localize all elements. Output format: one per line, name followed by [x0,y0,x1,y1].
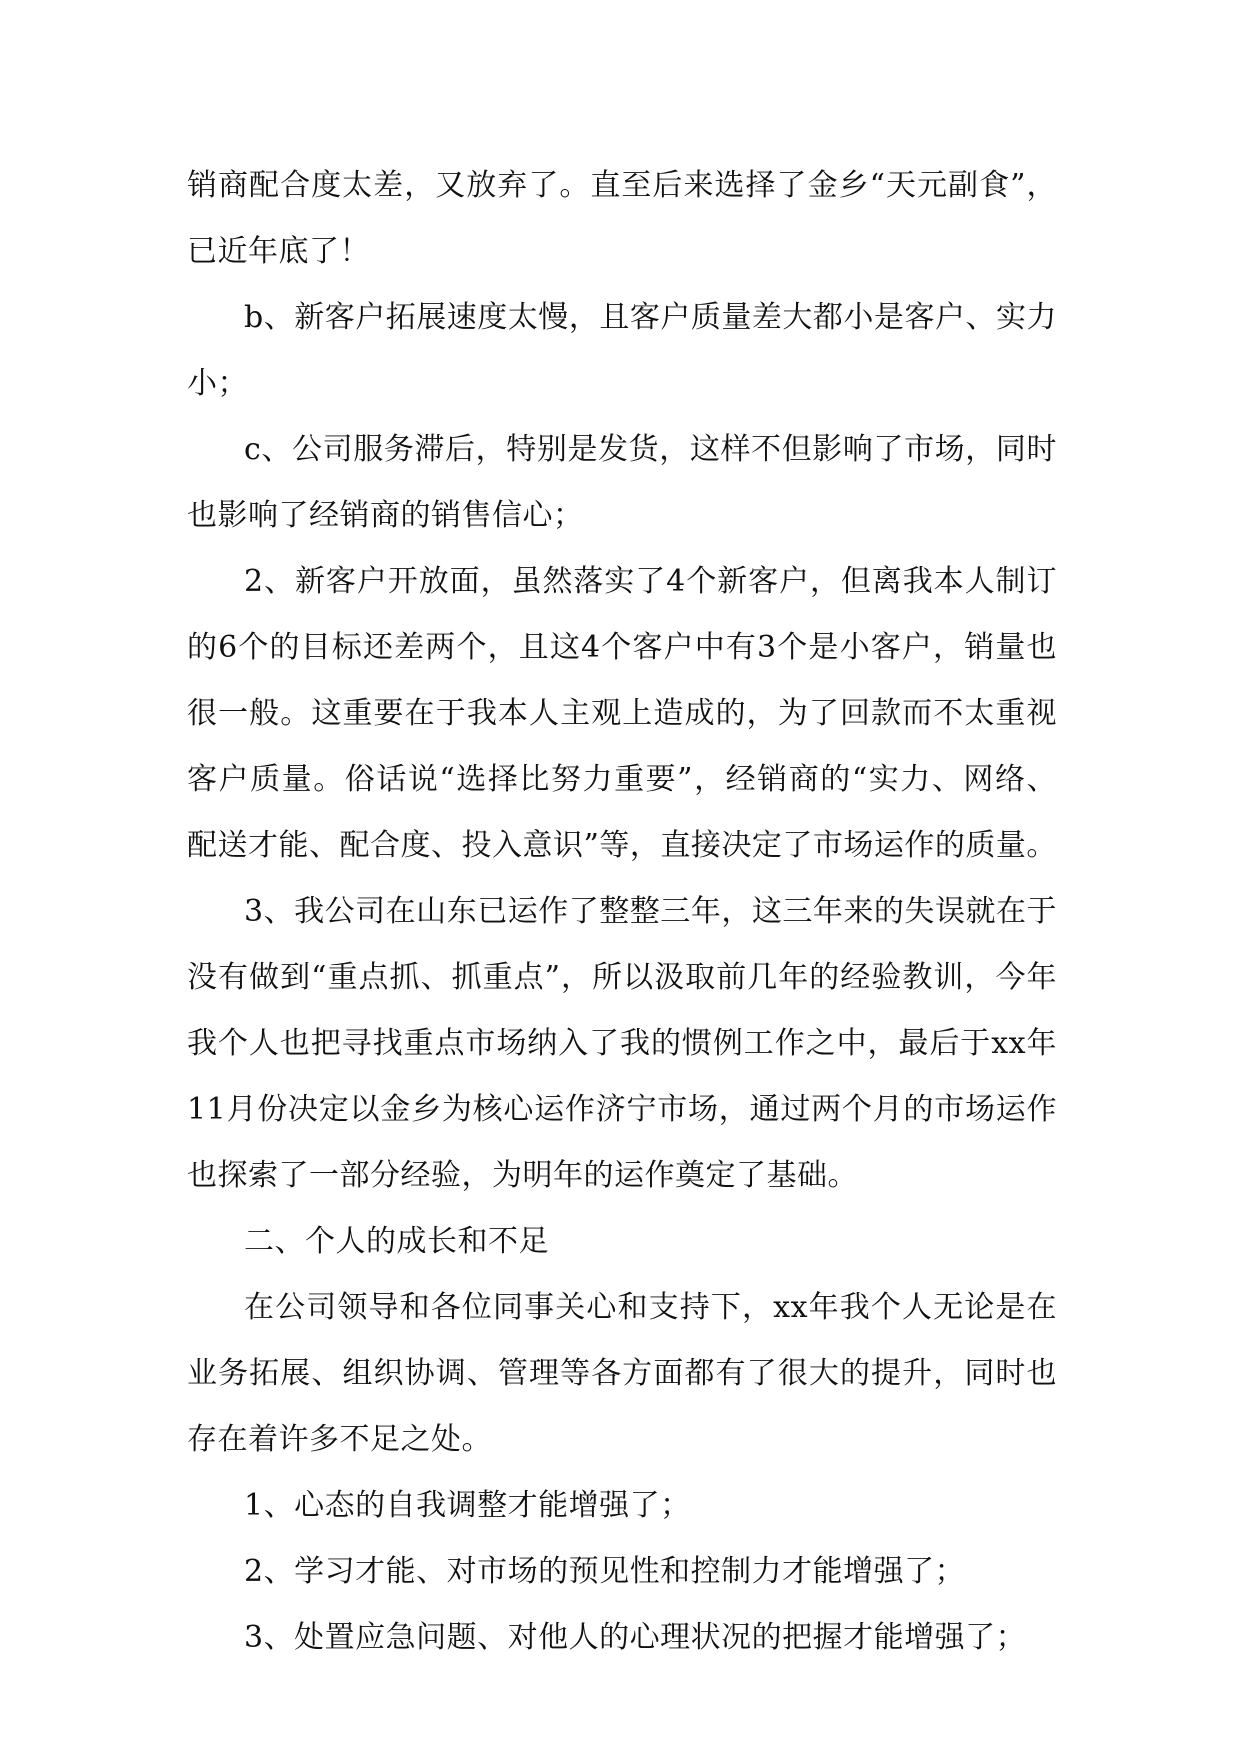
paragraph-continuation: 销商配合度太差，又放弃了。直至后来选择了金乡“天元副食”，已近年底了！ [187,168,1057,269]
list-item: 2、学习才能、对市场的预见性和控制力才能增强了； [244,1554,966,1589]
document-body [187,153,1057,1671]
section-heading: 二、个人的成长和不足 [244,1224,549,1259]
list-item: 1、心态的自我调整才能增强了； [244,1488,691,1523]
paragraph-point-2: 2、新客户开放面，虽然落实了4个新客户，但离我本人制订的6个的目标还差两个，且这4个客户中有3个是小客户，销量也很一般。这重要在于我本人主观上造成的，为了回款而不太重视客户质量。俗话说“选择比努力重要”，经销商的“实力、网络、配送才能、配合度、投入意识”等，直接决定了市场运作的质量。 [187,564,1057,863]
paragraph-item-b: b、新客户拓展速度太慢，且客户质量差大都小是客户、实力小； [187,300,1057,401]
list-item: 3、处置应急问题、对他人的心理状况的把握才能增强了； [244,1620,1027,1655]
paragraph-point-3: 3、我公司在山东已运作了整整三年，这三年来的失误就在于没有做到“重点抓、抓重点”，所以汲取前几年的经验教训，今年我个人也把寻找重点市场纳入了我的惯例工作之中，最后于xx年11月份决定以金乡为核心运作济宁市场，通过两个月的市场运作也探索了一部分经验，为明年的运作奠定了基础。 [187,894,1057,1193]
paragraph-intro: 在公司领导和各位同事关心和支持下，xx年我个人无论是在业务拓展、组织协调、管理等各方面都有了很大的提升，同时也存在着许多不足之处。 [187,1290,1057,1457]
paragraph-item-c: c、公司服务滞后，特别是发货，这样不但影响了市场，同时也影响了经销商的销售信心； [187,432,1057,533]
